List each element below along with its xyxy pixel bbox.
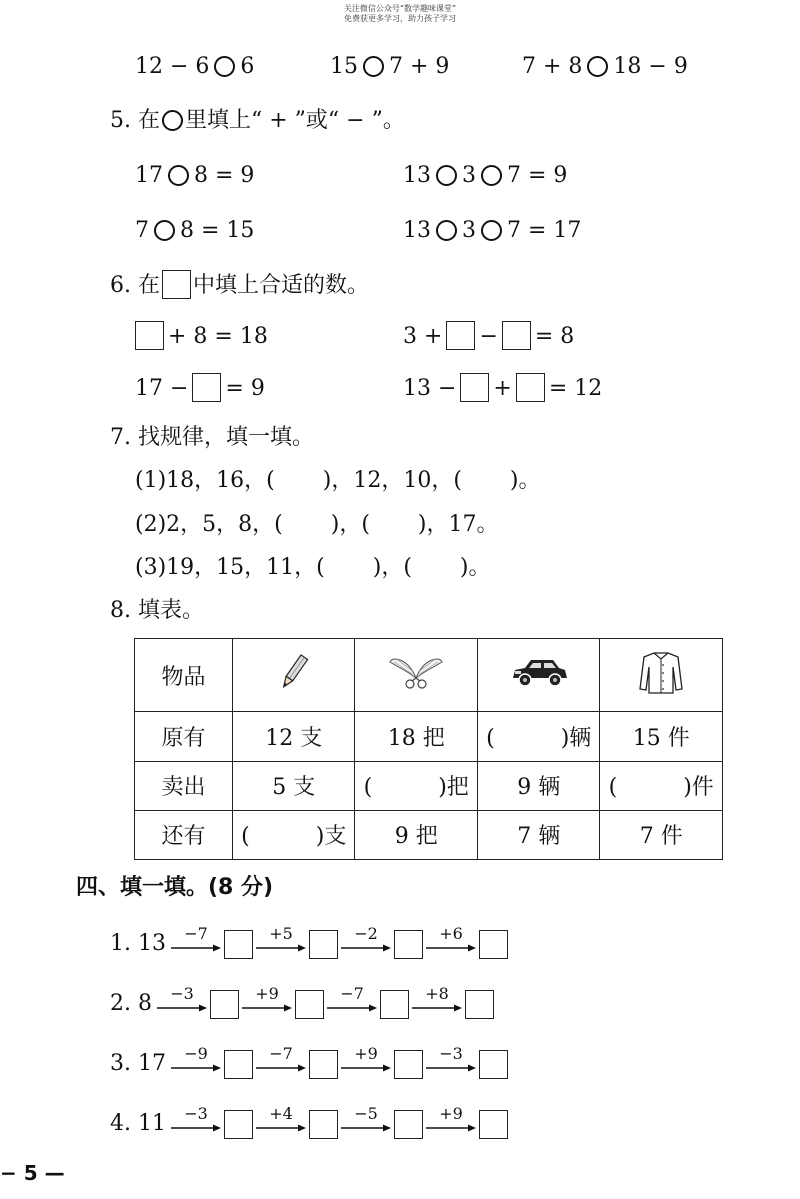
arrow-icon: [341, 1044, 391, 1079]
arrow-op-label: −7: [340, 984, 364, 1003]
chain-start-label: 1. 13: [110, 931, 166, 956]
answer-box[interactable]: [516, 373, 545, 402]
arrow-icon: [157, 984, 207, 1019]
q6-eq-4: 13 − + = 12: [403, 373, 602, 404]
q7-title: 7. 找规律，填一填。: [110, 425, 314, 450]
table-cell: 15 件: [600, 712, 723, 761]
arrow-op-label: +9: [439, 1104, 463, 1123]
table-row: [135, 761, 723, 810]
q6-title: 6. 在 中填上合适的数。: [110, 270, 369, 301]
compare-item-3: 7 + 8 18 − 9: [522, 54, 688, 79]
header-note-line2: 免费获更多学习，助力孩子学习: [344, 14, 456, 23]
circle-symbol-icon: [162, 110, 183, 131]
q6-eq-2: 3 + − = 8: [403, 321, 574, 352]
answer-box[interactable]: [465, 990, 494, 1019]
q6-eq-3: 17 − = 9: [135, 373, 265, 404]
arrow-op-label: −7: [269, 1044, 293, 1063]
arrow-icon: [256, 1104, 306, 1139]
q8-title: 8. 填表。: [110, 598, 204, 623]
row-label: 还有: [135, 810, 233, 859]
table-cell: 9 辆: [477, 761, 599, 810]
answer-circle[interactable]: [481, 165, 502, 186]
answer-box[interactable]: [394, 1110, 423, 1139]
q5-title: 5. 在 里填上“ + ”或“ − ”。: [110, 108, 405, 133]
arrow-op-label: −5: [354, 1104, 378, 1123]
table-header-cell: 物品: [135, 639, 233, 712]
scissors-icon: [355, 639, 477, 712]
goods-table: [134, 638, 723, 860]
table-row: [135, 810, 723, 859]
arrow-icon: [242, 984, 292, 1019]
arrow-icon: [327, 984, 377, 1019]
q5-eq-2: 13 3 7 = 9: [403, 163, 568, 188]
arrow-icon: [426, 1104, 476, 1139]
answer-box[interactable]: [224, 1050, 253, 1079]
arrow-op-label: +4: [269, 1104, 293, 1123]
table-cell-blank[interactable]: ( )把: [355, 761, 477, 810]
q7-line-3: (3)19，15，11，( )，( )。: [135, 555, 491, 580]
answer-box[interactable]: [309, 1050, 338, 1079]
answer-box[interactable]: [479, 1050, 508, 1079]
arrow-op-label: +9: [255, 984, 279, 1003]
answer-circle[interactable]: [481, 220, 502, 241]
answer-box[interactable]: [309, 1110, 338, 1139]
arrow-op-label: −2: [354, 924, 378, 943]
answer-box[interactable]: [446, 321, 475, 350]
arrow-icon: [256, 924, 306, 959]
arrow-op-label: −7: [184, 924, 208, 943]
answer-box[interactable]: [394, 930, 423, 959]
arrow-op-label: +8: [425, 984, 449, 1003]
arrow-icon: [171, 1044, 221, 1079]
answer-circle[interactable]: [154, 220, 175, 241]
table-cell: 7 件: [600, 810, 723, 859]
answer-box[interactable]: [502, 321, 531, 350]
answer-box[interactable]: [380, 990, 409, 1019]
section-4-title: 四、填一填。(8 分): [76, 875, 274, 900]
answer-box[interactable]: [394, 1050, 423, 1079]
answer-circle[interactable]: [587, 56, 608, 77]
arrow-icon: [171, 924, 221, 959]
compare-item-2: 15 7 + 9: [330, 54, 450, 79]
chain-row: [110, 984, 494, 1019]
arrow-icon: [426, 1044, 476, 1079]
table-cell: 5 支: [233, 761, 355, 810]
header-note-line1: 关注微信公众号“数学趣味课堂”: [343, 4, 457, 13]
q7-line-2: (2)2，5，8，( )，( )，17。: [135, 512, 499, 537]
answer-circle[interactable]: [168, 165, 189, 186]
arrow-icon: [412, 984, 462, 1019]
arrow-op-label: +5: [269, 924, 293, 943]
arrow-icon: [426, 924, 476, 959]
compare-item-1: 12 − 6 6: [135, 54, 255, 79]
arrow-op-label: +9: [354, 1044, 378, 1063]
shirt-icon: [600, 639, 723, 712]
arrow-op-label: −9: [184, 1044, 208, 1063]
answer-box[interactable]: [224, 1110, 253, 1139]
chain-row: [110, 1104, 508, 1139]
arrow-icon: [171, 1104, 221, 1139]
answer-box[interactable]: [479, 930, 508, 959]
answer-box[interactable]: [135, 321, 164, 350]
table-cell: 9 把: [355, 810, 477, 859]
answer-box[interactable]: [460, 373, 489, 402]
answer-box[interactable]: [192, 373, 221, 402]
chain-start-label: 4. 11: [110, 1111, 166, 1136]
arrow-icon: [256, 1044, 306, 1079]
chain-row: [110, 924, 508, 959]
pencil-icon: [233, 639, 355, 712]
answer-box[interactable]: [479, 1110, 508, 1139]
table-cell-blank[interactable]: ( )支: [233, 810, 355, 859]
arrow-op-label: −3: [439, 1044, 463, 1063]
q6-eq-1: + 8 = 18: [135, 321, 268, 352]
answer-circle[interactable]: [363, 56, 384, 77]
q5-eq-3: 7 8 = 15: [135, 218, 255, 243]
page-number: − 5 —: [0, 1161, 65, 1185]
answer-circle[interactable]: [436, 220, 457, 241]
q5-eq-1: 17 8 = 9: [135, 163, 255, 188]
car-icon: [477, 639, 599, 712]
answer-box[interactable]: [309, 930, 338, 959]
arrow-op-label: −3: [184, 1104, 208, 1123]
row-label: 原有: [135, 712, 233, 761]
answer-box[interactable]: [210, 990, 239, 1019]
q7-line-1: (1)18，16，( )，12，10，( )。: [135, 468, 541, 493]
table-cell: 7 辆: [477, 810, 599, 859]
answer-box[interactable]: [295, 990, 324, 1019]
row-label: 卖出: [135, 761, 233, 810]
table-cell: 12 支: [233, 712, 355, 761]
arrow-icon: [341, 1104, 391, 1139]
chain-row: [110, 1044, 508, 1079]
answer-box[interactable]: [224, 930, 253, 959]
box-symbol-icon: [162, 270, 191, 299]
arrow-op-label: −3: [170, 984, 194, 1003]
answer-circle[interactable]: [214, 56, 235, 77]
table-row: [135, 712, 723, 761]
chain-start-label: 3. 17: [110, 1051, 166, 1076]
chain-start-label: 2. 8: [110, 991, 152, 1016]
table-cell-blank[interactable]: ( )辆: [477, 712, 599, 761]
q5-eq-4: 13 3 7 = 17: [403, 218, 582, 243]
arrow-icon: [341, 924, 391, 959]
arrow-op-label: +6: [439, 924, 463, 943]
answer-circle[interactable]: [436, 165, 457, 186]
table-cell: 18 把: [355, 712, 477, 761]
table-cell-blank[interactable]: ( )件: [600, 761, 723, 810]
